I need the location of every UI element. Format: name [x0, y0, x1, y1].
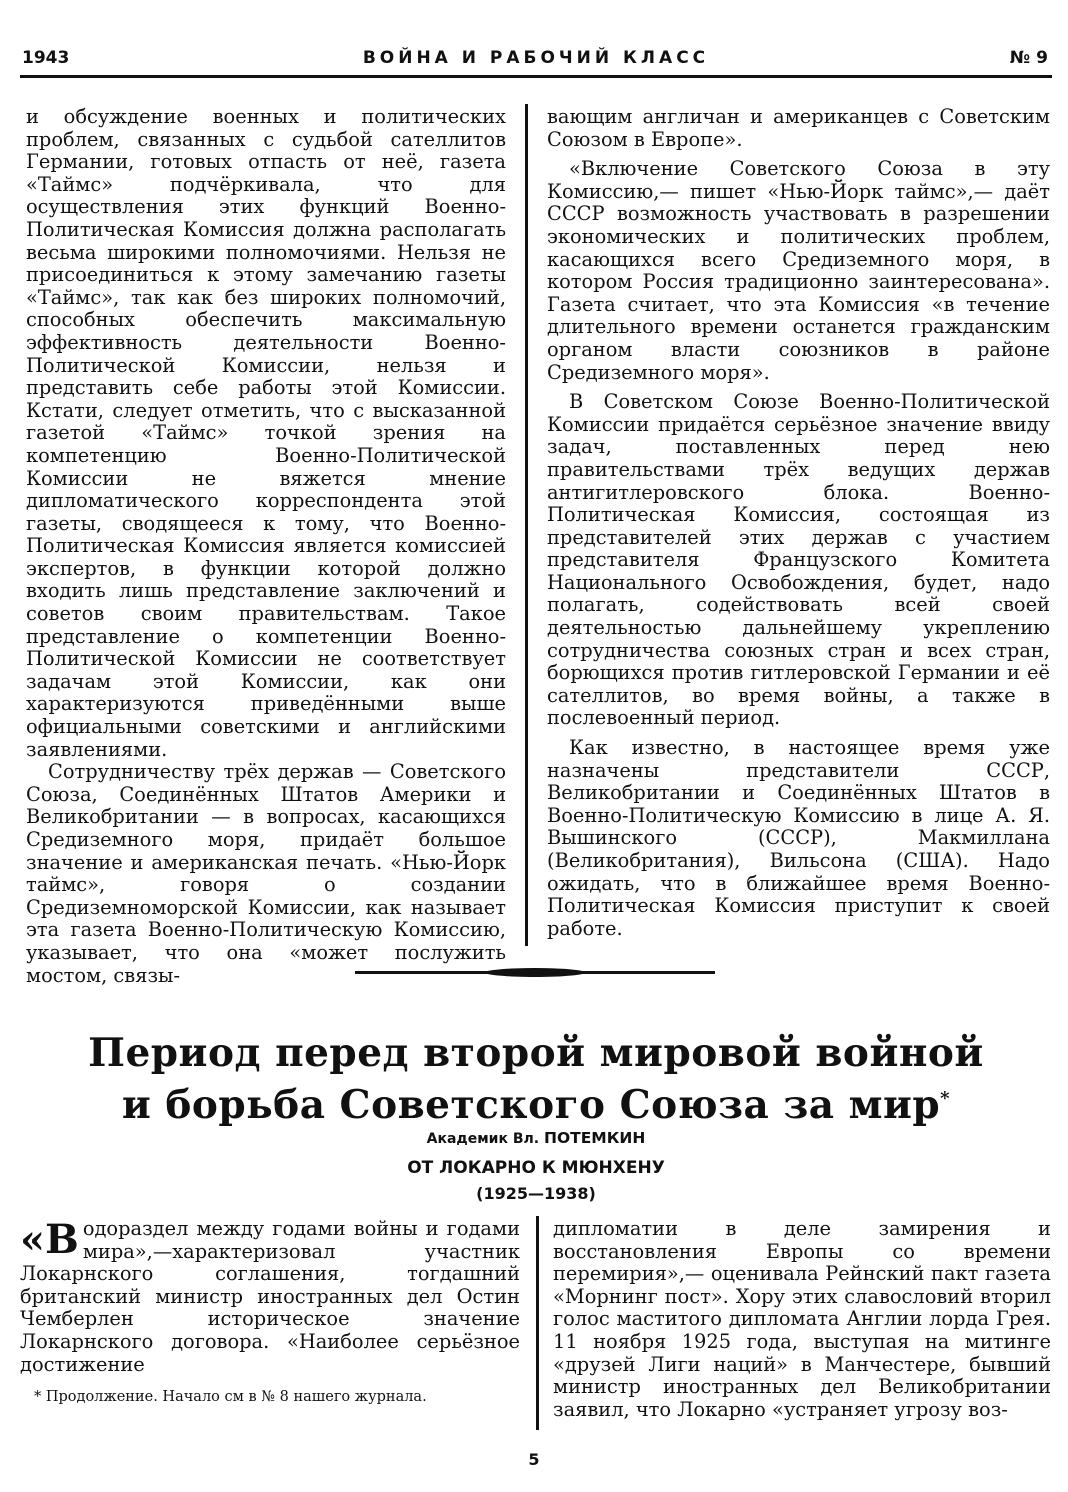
article1-paragraph: В Советском Союзе Военно-Политической Комиссии придаётся серьёзное значение ввиду задач, поставленных перед нею правительствами трёх ведущих держав антигитлеровского блока. Военно-Политическая Комиссия, состоящая из представителей этих держав с участием представителя Французского Комитета Национального Освобождения, будет, надо полагать, содействовать всей своей деятельностью дальнейшему укреплению сотрудничества союзных стран и всех стран, борющихся против гитлеровской Германии и её сателлитов, во время войны, а также в послевоенный период. [547, 390, 1050, 730]
column-divider-rule [536, 1216, 539, 1430]
article1-paragraph: и обсуждение военных и политических проблем, связанных с судьбой сателлитов Германии, готовых отпасть от неё, газета «Таймс» подчёркивала, что для осуществления этих функций Военно-Политическая Комиссия должна располагать весьма широкими полномочиями. Нельзя не присоединиться к этому замечанию газеты «Таймс», так как без широких полномочий, способных обеспечить максимальную эффективность деятельности Военно-Политической Комиссии, нельзя и представить себе работы этой Комиссии. Кстати, следует отметить, что с высказанной газетой «Таймс» точкой зрения на компетенцию Военно-Политической Комиссии не вяжется мнение дипломатического корреспондента этой газеты, сводящееся к тому, что Военно-Политическая Комиссия является комиссией экспертов, в функции которой должно входить лишь представление заключений и советов своим правительствам. Такое представление о компетенции Военно-Политической Комиссии не соответствует задачам этой Комиссии, как они характеризуются приведёнными выше официальными советскими и английскими заявлениями. [26, 105, 506, 761]
header-year: 1943 [22, 48, 70, 68]
article2-paragraph: «Водораздел между годами войны и годами мира»,—характеризовал участник Локарнского соглашения, тогдашний британский министр иностранных дел Остин Чемберлен историческое значение Локарнского договора. «Наиболее серьёзное достижение [20, 1216, 520, 1376]
article2-title-line1: Период перед второй мировой войной [88, 1030, 984, 1076]
author-rank: Академик Вл. [426, 1131, 540, 1147]
article2-column-right [553, 1218, 1051, 1421]
article1-column-right [547, 106, 1050, 940]
article2-author [20, 1129, 1052, 1147]
article1-paragraph: Сотрудничеству трёх держав — Советского Союза, Соединённых Штатов Америки и Великобритании — в вопросах, касающихся Средиземного моря, придаёт большое значение и американская печать. «Нью-Йорк таймс», говоря о создании Средиземноморской Комиссии, как называет эта газета Военно-Политическую Комиссию, указывает, что она «может послужить мостом, связы- [26, 760, 506, 987]
article2-years: (1925—1938) [476, 1184, 596, 1203]
section-divider-ornament [355, 968, 715, 978]
footnote-mark: * [940, 1088, 951, 1109]
article2-title-line2: и борьба Советского Союза за мир* [121, 1082, 951, 1128]
author-name: ПОТЕМКИН [543, 1129, 646, 1147]
page-header [20, 44, 1052, 78]
drop-cap: «В [20, 1216, 79, 1263]
article1-paragraph: вающим англичан и американцев с Советским Союзом в Европе». [547, 105, 1050, 151]
header-magazine-title: ВОЙНА И РАБОЧИЙ КЛАСС [362, 48, 710, 68]
article2-paragraph: дипломатии в деле замирения и восстановления Европы со времени перемирия»,— оценивала Рейнский пакт газета «Морнинг пост». Хору этих славословий вторил голос маститого дипломата Англии лорда Грея. 11 ноября 1925 года, выступая на митинге «друзей Лиги наций» в Манчестере, бывший министр иностранных дел Великобритании заявил, что Локарно «устраняет угрозу воз- [553, 1217, 1051, 1421]
article1-paragraph: Как известно, в настоящее время уже назначены представители СССР, Великобритании и Соединённых Штатов в Военно-Политическую Комиссию в лице А. Я. Вышинского (СССР), Макмиллана (Великобритания), Вильсона (США). Надо ожидать, что в ближайшее время Военно-Политическая Комиссия приступит к своей работе. [547, 736, 1050, 940]
page-number: 5 [528, 1450, 540, 1469]
footnote: * Продолжение. Начало см в № 8 нашего журнала. [34, 1389, 427, 1405]
article1-column-left [26, 106, 506, 987]
column-divider-rule [525, 104, 528, 946]
header-issue-number: № 9 [1009, 48, 1048, 68]
article1-paragraph: «Включение Советского Союза в эту Комиссию,— пишет «Нью-Йорк таймс»,— даёт СССР возможность участвовать в разрешении экономических и политических проблем, касающихся всего Средиземного моря, в котором Россия традиционно заинтересована». Газета считает, что эта Комиссия «в течение длительного времени останется гражданским органом власти союзников в районе Средиземного моря». [547, 157, 1050, 384]
article2-subtitle: ОТ ЛОКАРНО К МЮНХЕНУ [407, 1158, 665, 1178]
article2-column-left [20, 1218, 520, 1376]
